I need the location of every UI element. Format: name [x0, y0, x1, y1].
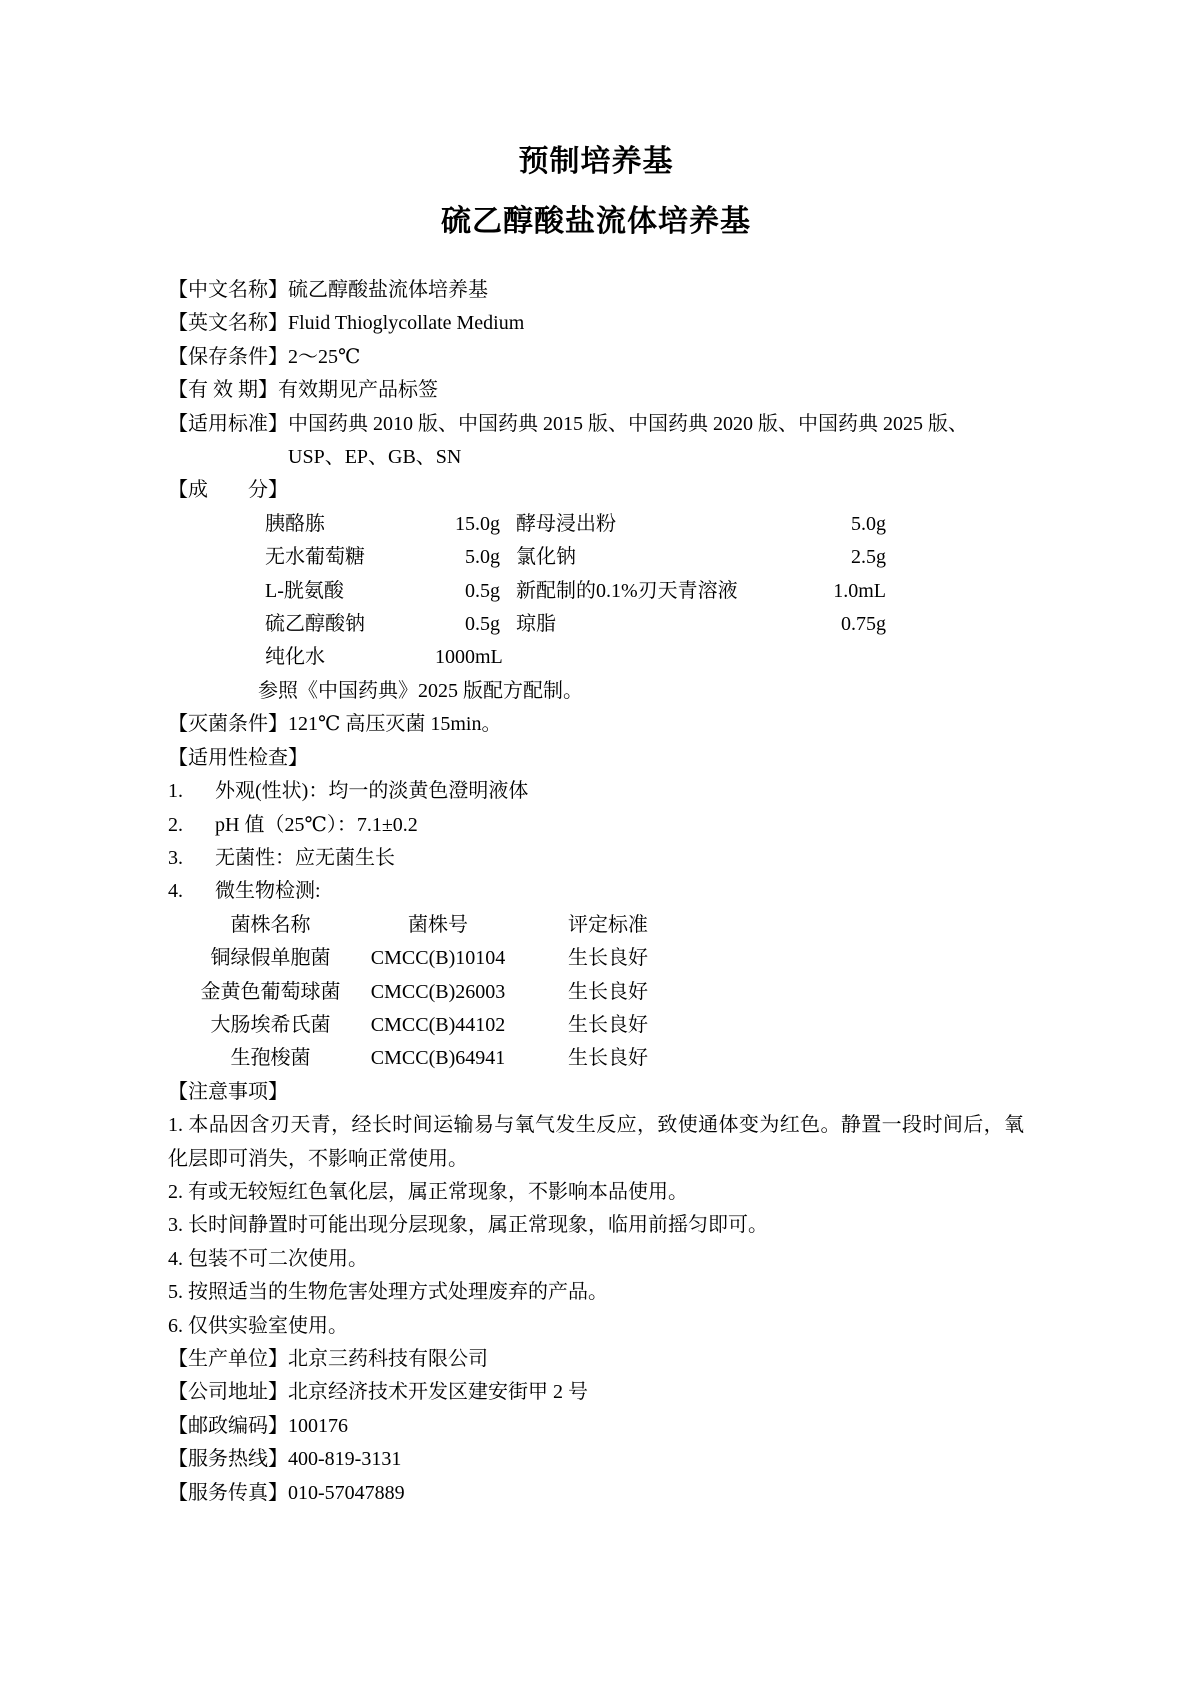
field-label: 【中文名称】	[168, 279, 288, 301]
strain-number: CMCC(B)64941	[370, 1047, 506, 1070]
composition-label: 【成 分】	[168, 479, 288, 502]
ingredient-amount: 5.0g	[465, 546, 500, 569]
strain-name: 生孢梭菌	[230, 1047, 311, 1070]
ingredient-name: 酵母浸出粉	[516, 512, 616, 535]
formula-reference-note: 参照《中国药典》2025 版配方配制。	[258, 679, 583, 702]
suitability-section	[168, 742, 1024, 1076]
suitability-item-ph	[168, 809, 1024, 842]
note-item: 3. 长时间静置时可能出现分层现象，属正常现象，临用前摇匀即可。	[168, 1214, 768, 1237]
field-label: 【灭菌条件】	[168, 713, 288, 736]
ingredient-amount: 1.0mL	[833, 579, 886, 602]
ingredient-name: 硫乙醇酸钠	[265, 613, 365, 636]
field-applicable-standards	[168, 408, 1024, 475]
note-item: 1. 本品因含刃天青，经长时间运输易与氧气发生反应，致使通体变为红色。静置一段时间后，氧化层即可消失，不影响正常使用。	[168, 1114, 1024, 1170]
field-manufacturer	[168, 1343, 1024, 1376]
suitability-item-sterility	[168, 842, 1024, 875]
field-label: 【英文名称】	[168, 312, 288, 335]
field-value: 硫乙醇酸盐流体培养基	[288, 279, 488, 301]
note-item: 5. 按照适当的生物危害处理方式处理废弃的产品。	[168, 1281, 608, 1304]
ingredient-amount: 0.75g	[841, 613, 886, 636]
field-label: 【有 效 期】	[168, 379, 278, 402]
table-row	[168, 1009, 1024, 1042]
field-shelf-life	[168, 374, 1024, 407]
strain-number: CMCC(B)10104	[370, 947, 506, 970]
ingredient-name: L-胱氨酸	[265, 579, 344, 602]
field-service-fax	[168, 1477, 1024, 1510]
item-number: 1.	[168, 780, 183, 803]
field-value: 100176	[288, 1414, 348, 1437]
strain-number: CMCC(B)44102	[370, 1013, 506, 1036]
ingredient-amount: 1000mL	[435, 646, 503, 669]
strain-result: 生长良好	[568, 947, 648, 970]
ingredient-name: 纯化水	[265, 646, 325, 669]
ingredient-name: 胰酪胨	[265, 512, 325, 535]
field-value: 400-819-3131	[288, 1448, 402, 1471]
field-label: 【生产单位】	[168, 1348, 288, 1370]
field-value: 北京经济技术开发区建安街甲 2 号	[288, 1381, 588, 1404]
field-company-address	[168, 1376, 1024, 1409]
field-english-name	[168, 307, 1024, 340]
ingredient-name: 无水葡萄糖	[265, 546, 365, 569]
suitability-item-appearance	[168, 775, 1024, 808]
field-value: 有效期见产品标签	[278, 379, 438, 402]
field-chinese-name	[168, 274, 1024, 307]
field-value: 010-57047889	[288, 1481, 405, 1504]
notes-section	[168, 1076, 1024, 1343]
composition-row	[168, 508, 1024, 541]
ingredient-amount: 2.5g	[851, 546, 886, 569]
item-text: 外观(性状)：均一的淡黄色澄明液体	[215, 780, 529, 803]
field-label: 【适用标准】	[168, 412, 288, 435]
composition-row	[168, 641, 1024, 674]
ingredient-amount: 0.5g	[465, 613, 500, 636]
manufacturer-section	[168, 1343, 1024, 1510]
field-label: 【服务热线】	[168, 1448, 288, 1471]
suitability-item-microbial	[168, 875, 1024, 908]
field-postal-code	[168, 1410, 1024, 1443]
field-label: 【保存条件】	[168, 345, 288, 368]
strain-name: 金黄色葡萄球菌	[200, 980, 341, 1003]
composition-row	[168, 608, 1024, 641]
document-subtitle: 硫乙醇酸盐流体培养基	[441, 205, 751, 238]
composition-row	[168, 575, 1024, 608]
column-header: 评定标准	[568, 913, 648, 936]
column-header: 菌株号	[408, 913, 468, 936]
field-label: 【邮政编码】	[168, 1414, 288, 1437]
ingredient-name: 琼脂	[516, 613, 556, 636]
microbe-table	[168, 909, 1024, 1076]
table-row	[168, 976, 1024, 1009]
composition-section	[168, 474, 1024, 708]
ingredient-name: 氯化钠	[516, 546, 576, 569]
document-title: 预制培养基	[518, 145, 674, 178]
field-value: Fluid Thioglycollate Medium	[288, 312, 525, 335]
strain-result: 生长良好	[568, 1013, 648, 1036]
notes-label: 【注意事项】	[168, 1080, 288, 1103]
ingredient-name	[516, 641, 826, 674]
field-value: 2～25℃	[288, 345, 361, 368]
ingredient-name: 新配制的0.1%刃天青溶液	[516, 579, 738, 602]
note-item: 6. 仅供实验室使用。	[168, 1314, 348, 1337]
field-value: 121℃ 高压灭菌 15min。	[288, 713, 502, 736]
field-label: 【服务传真】	[168, 1481, 288, 1504]
field-service-hotline	[168, 1443, 1024, 1476]
ingredient-amount: 5.0g	[851, 512, 886, 535]
note-item: 2. 有或无较短红色氧化层，属正常现象，不影响本品使用。	[168, 1180, 688, 1203]
strain-result: 生长良好	[568, 1047, 648, 1070]
field-label: 【公司地址】	[168, 1381, 288, 1404]
column-header: 菌株名称	[230, 913, 311, 936]
item-number: 2.	[168, 813, 183, 836]
item-text: 无菌性：应无菌生长	[215, 846, 395, 869]
item-text: 微生物检测:	[215, 880, 321, 903]
strain-result: 生长良好	[568, 980, 648, 1003]
item-text: pH 值（25℃）：7.1±0.2	[215, 813, 418, 836]
composition-row	[168, 541, 1024, 574]
ingredient-amount: 0.5g	[465, 579, 500, 602]
field-sterilization-condition	[168, 708, 1024, 741]
note-item: 4. 包装不可二次使用。	[168, 1247, 368, 1270]
microbe-table-header	[168, 909, 1024, 942]
strain-number: CMCC(B)26003	[370, 980, 506, 1003]
suitability-label: 【适用性检查】	[168, 746, 308, 769]
item-number: 3.	[168, 846, 183, 869]
strain-name: 铜绿假单胞菌	[210, 947, 331, 970]
ingredient-amount: 15.0g	[455, 512, 500, 535]
table-row	[168, 1042, 1024, 1075]
field-value: 中国药典 2010 版、中国药典 2015 版、中国药典 2020 版、中国药典 2025 版、USP、EP、GB、SN	[288, 412, 968, 469]
ingredient-amount	[826, 641, 886, 674]
strain-name: 大肠埃希氏菌	[210, 1013, 331, 1036]
field-storage-condition	[168, 341, 1024, 374]
field-value: 北京三药科技有限公司	[288, 1348, 488, 1370]
table-row	[168, 942, 1024, 975]
item-number: 4.	[168, 880, 183, 903]
